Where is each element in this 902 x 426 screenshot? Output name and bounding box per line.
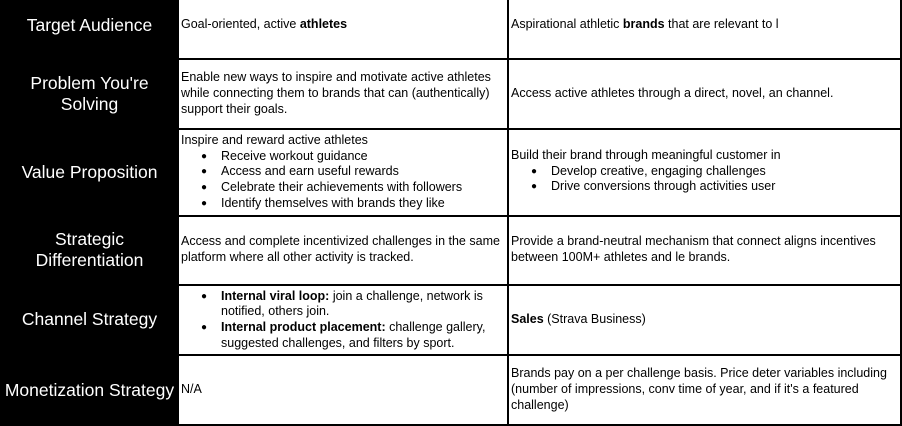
list-item: ● Drive conversions through activities user (551, 179, 897, 195)
table-row (1, 285, 901, 356)
cell-intro: Inspire and reward active athletes (181, 133, 368, 147)
athletes-cell (178, 285, 508, 356)
bullet-list (181, 289, 504, 352)
brands-cell: Brands pay on a per challenge basis. Price deter variables including (number of impressions, conv time of year, and if it's a featured challenge) (508, 355, 901, 425)
bullet-list (181, 149, 504, 212)
table-row (1, 216, 901, 285)
table-row (1, 355, 901, 425)
athletes-cell: N/A (178, 355, 508, 425)
list-item: ● Internal product placement: challenge gallery, suggested challenges, and filters by sport. (221, 320, 504, 351)
row-label-problem: Problem You're Solving (1, 59, 178, 129)
athletes-cell: Enable new ways to inspire and motivate active athletes while connecting them to brands that can (authentically) support their goals. (178, 59, 508, 129)
row-label-value-proposition: Value Proposition (1, 129, 178, 216)
row-label-channel-strategy: Channel Strategy (1, 285, 178, 356)
row-label-strategic-differentiation: Strategic Differentiation (1, 216, 178, 285)
brands-cell: Aspirational athletic brands that are relevant to l (508, 0, 901, 59)
brands-cell (508, 129, 901, 216)
bullet-list (511, 164, 897, 195)
table-row (1, 0, 901, 59)
list-item: ● Identify themselves with brands they like (221, 196, 504, 212)
table-row (1, 129, 901, 216)
table-row (1, 59, 901, 129)
cell-intro: Build their brand through meaningful customer in (511, 148, 781, 162)
list-item: ● Celebrate their achievements with followers (221, 180, 504, 196)
athletes-cell (178, 129, 508, 216)
row-label-monetization-strategy: Monetization Strategy (1, 355, 178, 425)
brands-cell: Access active athletes through a direct, novel, an channel. (508, 59, 901, 129)
list-item: ● Receive workout guidance (221, 149, 504, 165)
brands-cell: Provide a brand-neutral mechanism that connect aligns incentives between 100M+ athletes and le brands. (508, 216, 901, 285)
athletes-cell: Goal-oriented, active athletes (178, 0, 508, 59)
brands-cell: Sales (Strava Business) (508, 285, 901, 356)
list-item: ● Access and earn useful rewards (221, 164, 504, 180)
row-label-target-audience: Target Audience (1, 0, 178, 59)
athletes-cell: Access and complete incentivized challenges in the same platform where all other activity is tracked. (178, 216, 508, 285)
list-item: ● Develop creative, engaging challenges (551, 164, 897, 180)
list-item: ● Internal viral loop: join a challenge, network is notified, others join. (221, 289, 504, 320)
